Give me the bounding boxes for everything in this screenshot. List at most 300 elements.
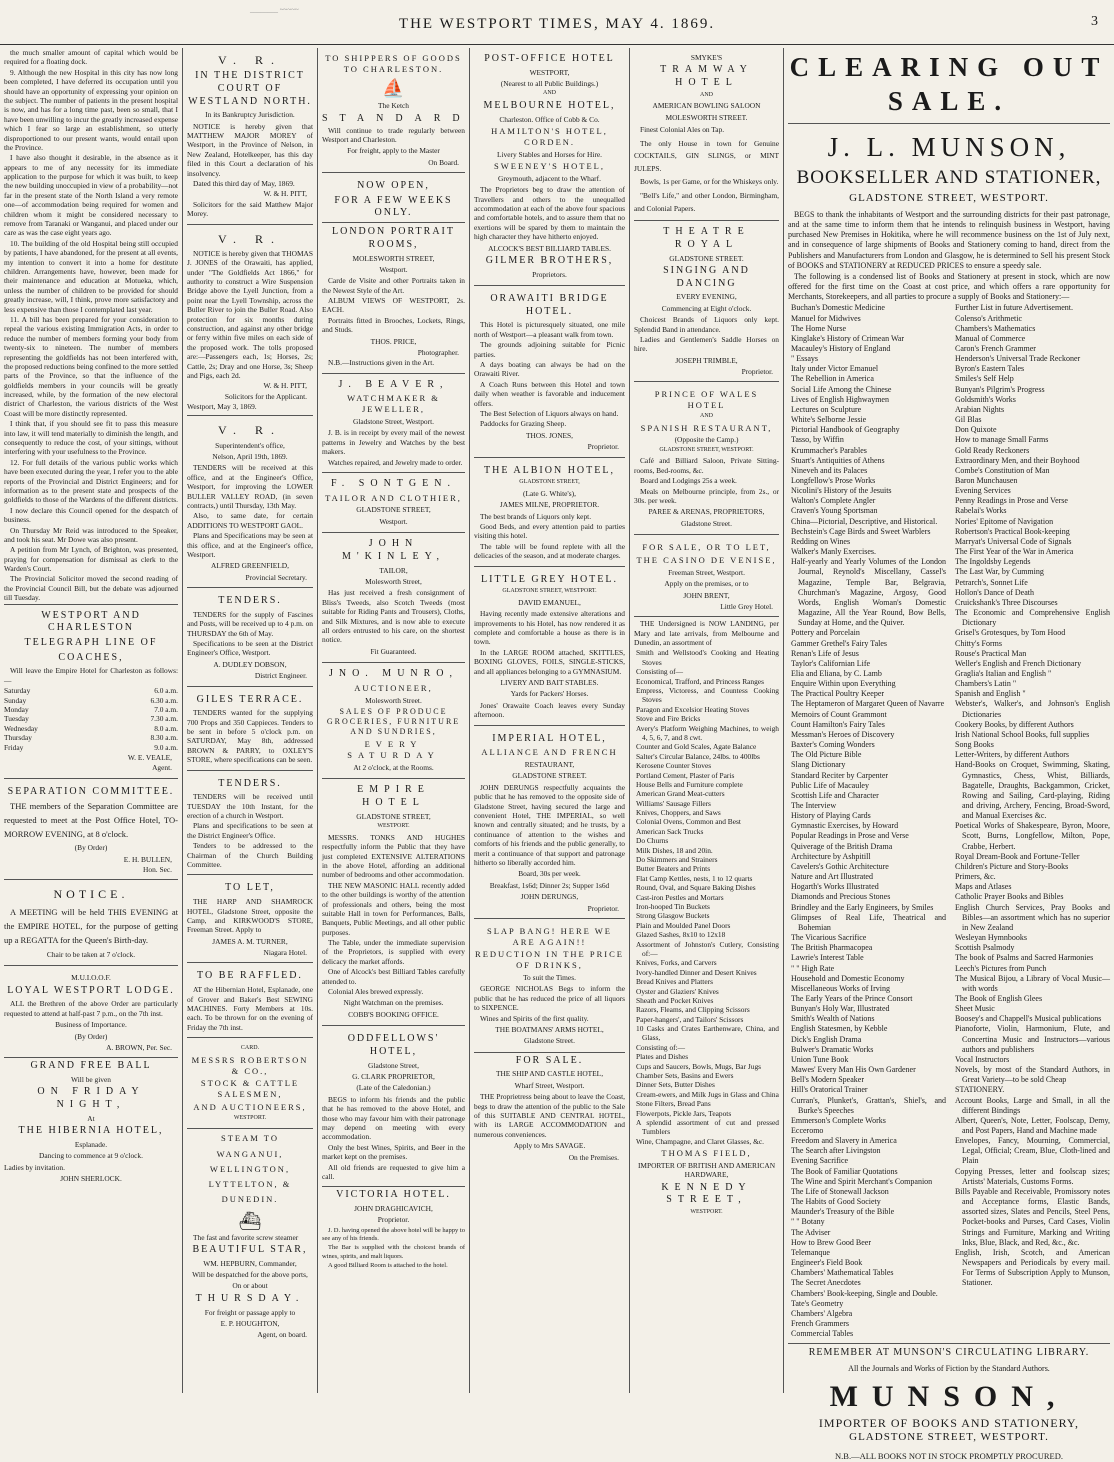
- slap-bang-addr: Gladstone Street.: [524, 1036, 575, 1046]
- book-item: Krummacher's Parables: [791, 445, 867, 455]
- mkinley-trade: TAILOR,: [379, 565, 408, 575]
- timetable-row: Sunday 6.30 a.m.: [4, 695, 178, 705]
- empire-body2: THE NEW MASONIC HALL recently added to the other buildings is worthy of the attention of professionals and others, being the most suitable Hall in town for Performances, Balls, Banquets, Public Meetings, and all other public purposes.: [322, 880, 465, 937]
- book-item: Nories' Epitome of Navigation: [955, 516, 1054, 526]
- hardware-item: Smith and Wellstood's Cooking and Heating Stoves: [636, 648, 779, 667]
- book-item: Envelopes, Fancy, Mourning, Commercial, Legal, Official; Cream, Blue, Cloth-lined and Plain: [955, 1136, 1110, 1166]
- orawaiti-body: This Hotel is picturesquely situated, one mile north of Westport—a pleasant walk from town.: [474, 320, 625, 339]
- hardware-item: Plates and Dishes: [636, 1052, 689, 1062]
- sontgen-ad: [322, 475, 465, 533]
- ball-ad: [4, 1060, 178, 1183]
- clearing-sale-headline: CLEARING OUT SALE.: [788, 50, 1110, 124]
- orawaiti-signed: THOS. JONES,: [525, 430, 574, 440]
- po-and: AND: [543, 90, 556, 97]
- shippers-ketch: The Ketch: [378, 101, 409, 111]
- hardware-item: Empress, Victoress, and Countess Cooking Stoves: [636, 686, 779, 705]
- steam-body3: For freight or passage apply to: [204, 1307, 296, 1317]
- coach-role: Agent.: [152, 763, 172, 773]
- munro-trade: AUCTIONEER,: [354, 682, 433, 693]
- card-line: STOCK & CATTLE SALESMEN,: [200, 1078, 300, 1100]
- munson-trade: BOOKSELLER AND STATIONER,: [796, 166, 1102, 188]
- munson-addr: GLADSTONE STREET, WESTPORT.: [849, 191, 1049, 204]
- speech-paragraph: On Thursday Mr Reid was introduced to the Speaker, and took his seat. Mr Dowe was also present.: [4, 525, 178, 544]
- empire-ad: [322, 781, 465, 1026]
- book-item: Smith's Wealth of Nations: [791, 1014, 875, 1024]
- shippers-title: TO SHIPPERS OF GOODS TO CHARLESTON.: [325, 53, 462, 74]
- slap-bang-body2: Wines and Spirits of the first quality.: [480, 1013, 589, 1023]
- book-item: Chambers's Mathematics: [955, 323, 1036, 333]
- book-item: Curran's, Plunket's, Grattan's, Shiel's, and Burke's Speeches: [791, 1095, 946, 1115]
- book-item: The Interview: [791, 801, 837, 810]
- book-item: Cookery Books, by different Authors: [955, 719, 1074, 729]
- coach-timetable: [4, 686, 178, 752]
- separation-role: Hon. Sec.: [143, 864, 172, 874]
- ship-castle-sale: [474, 1055, 625, 1162]
- po-near: (Nearest to all Public Buildings.): [500, 79, 599, 89]
- book-item: English Statesmen, by Kebble: [791, 1024, 888, 1034]
- hardware-item: Avery's Platform Weighing Machines, to weigh 4, 5, 6, 7, and 8 cwt.: [636, 723, 779, 742]
- hardware-item: Bread Knives and Platters: [636, 977, 713, 987]
- book-item: Weller's English and French Dictionary: [955, 658, 1082, 668]
- book-item: Cruickshank's Three Discourses: [955, 597, 1058, 607]
- timetable-row: Thursday 8.30 a.m.: [4, 733, 178, 743]
- book-item: Irish National School Books, full supplies: [955, 729, 1090, 739]
- sale-addr: Wharf Street, Westport.: [514, 1080, 585, 1090]
- hardware-item: Kerosene Counter Stoves: [636, 761, 712, 771]
- coach-subtitle: TELEGRAPH LINE OF: [24, 637, 158, 649]
- card-ad: [187, 1040, 313, 1129]
- munro-time: At 2 o'clock, at the Rooms.: [353, 763, 434, 773]
- separation-ad: [4, 781, 178, 881]
- wales-body2: Board and Lodgings 25s a week.: [640, 476, 737, 486]
- mkinley-fit: Fit Guaranteed.: [370, 646, 417, 656]
- book-item: French Grammers: [791, 1318, 849, 1328]
- book-item: The book of Psalms and Sacred Harmonies: [955, 953, 1094, 963]
- book-item: " " High Rate: [791, 963, 835, 973]
- royal-crest-icon: V. R.: [217, 231, 283, 246]
- book-item: English, Irish, Scotch, and American Newspapers and Periodicals by every mail. For Terms of Subscription Apply to Munson, Stationer.: [955, 1247, 1110, 1288]
- book-item: Chambers's Latin ": [955, 679, 1017, 689]
- po-grey: Greymouth, adjacent to the Wharf.: [498, 173, 601, 183]
- book-item: Rabelai's Works: [955, 506, 1007, 516]
- council-speech: [4, 48, 178, 603]
- book-list-left: [788, 303, 946, 1339]
- wales-body: Café and Billiard Saloon, Private Sitting-rooms, Bed-rooms, &c.: [634, 456, 779, 475]
- casino-role: Little Grey Hotel.: [720, 601, 773, 611]
- little-grey-livery: LIVERY AND BAIT STABLES.: [500, 678, 599, 687]
- munro-addr: Molesworth Street.: [365, 695, 422, 705]
- column-3: [318, 48, 470, 1393]
- empire-body3: The Table, under the immediate supervision of the Proprietors, is supplied with every delicacy the market affords.: [322, 938, 465, 966]
- separation-by: (By Order): [74, 843, 108, 853]
- albion-body2: Good Beds, and every attention paid to parties visiting this hotel.: [474, 522, 625, 541]
- smyke-and: AND: [700, 91, 713, 98]
- book-item: The First Year of the War in America: [955, 547, 1074, 557]
- little-grey-coach: Jones' Orawaite Coach leaves every Sunday afternoon.: [474, 700, 625, 720]
- portrait-body: Carde de Visite and other Portraits taken in the Newest Style of the Art.: [322, 276, 465, 295]
- book-item: Renan's Life of Jesus: [791, 648, 859, 658]
- theatre-body: Choicest Brands of Liquors only kept. Splendid Band in attendance.: [634, 315, 779, 334]
- empire-town: WESTPORT.: [377, 823, 410, 830]
- book-item: Freedom and Slavery in America: [791, 1136, 897, 1146]
- hardware-item: Sheath and Pocket Knives: [636, 995, 714, 1005]
- gaol-body3: Plans and Specifications may be seen at this office, and at the Engineer's office, Westport.: [187, 531, 313, 559]
- hardware-item: A splendid assortment of cut and pressed Tumblers: [636, 1117, 779, 1137]
- book-item: Household and Domestic Economy: [791, 973, 905, 983]
- hardware-town: WESTPORT.: [690, 1209, 723, 1216]
- journals-notice: All the Journals and Works of Fiction by the Standard Authors.: [848, 1363, 1050, 1373]
- mkinley-addr: Molesworth Street,: [365, 577, 422, 587]
- casino-apply: Apply on the premises, or to: [664, 579, 749, 589]
- book-item: Italy under Victor Emanuel: [791, 364, 879, 374]
- column-4: [470, 48, 630, 1393]
- hardware-item: Chamber Sets, Basins and Ewers: [636, 1071, 734, 1081]
- to-let-ad: [187, 877, 313, 963]
- book-item: Chambers' Mathematical Tables: [791, 1268, 894, 1278]
- po-charleston: Charleston. Office of Cobb & Co.: [499, 114, 600, 124]
- steam-signed: E. P. HOUGHTON,: [220, 1318, 280, 1328]
- smyke-body4: "Bell's Life," and other London, Birmingham, and Colonial Papers.: [634, 191, 779, 213]
- hardware-addr: KENNEDY STREET,: [661, 1181, 752, 1206]
- victoria-body: J. D. having opened the above hotel will be happy to see any of his friends.: [322, 1226, 465, 1242]
- po-signed: GILMER BROTHERS,: [485, 255, 614, 267]
- gaol-notice: [187, 418, 313, 588]
- hardware-item: Williams' Sausage Fillers: [636, 798, 711, 808]
- tenders-role: District Engineer.: [254, 671, 307, 681]
- mkinley-body: Has just received a fresh consignment of Bliss's Tweeds, also Scotch Tweeds (most suitable for Riding Pants and Trousers), Cloths, and Silk Mixtures, and is now able to execute all orders entrusted to his care, on the shortest notice.: [322, 588, 465, 645]
- card-line: WESTPORT.: [233, 1114, 267, 1121]
- gaol-signed: ALFRED GREENFIELD,: [210, 561, 289, 571]
- theatre-sub: SINGING AND DANCING: [663, 264, 750, 289]
- book-item: Buchan's Domestic Medicine: [791, 303, 885, 313]
- munson-name: J. L. MUNSON,: [827, 131, 1071, 162]
- po-stables: Livery Stables and Horses for Hire.: [496, 149, 603, 159]
- oddfellows-title: M.U.I.O.O.F.: [71, 973, 111, 983]
- book-item: Miscellaneous Works of Irving: [791, 983, 890, 993]
- casino-addr: Freeman Street, Westport.: [668, 567, 745, 577]
- casino-ad: [634, 537, 779, 617]
- column-2: [183, 48, 318, 1393]
- card-label: CARD.: [240, 1045, 260, 1052]
- prince-of-wales-ad: [634, 384, 779, 535]
- notice-footer: Chair to be taken at 7 o'clock.: [46, 949, 136, 959]
- sontgen-addr: GLADSTONE STREET,: [356, 505, 431, 515]
- book-item: The Vicarious Sacrifice: [791, 933, 867, 943]
- shippers-body: Will continue to trade regularly between Westport and Charleston.: [322, 125, 465, 144]
- book-item: Walton's Complete Angler: [791, 496, 876, 506]
- empire-coach: COBB'S BOOKING OFFICE.: [348, 1009, 439, 1019]
- shippers-role: On Board.: [428, 157, 459, 167]
- separation-signed: E. H. BULLEN,: [123, 854, 172, 864]
- sale-name: THE SHIP AND CASTLE HOTEL,: [495, 1069, 604, 1079]
- portrait-body3: Portraits fitted in Brooches, Lockets, Rings, and Studs.: [322, 315, 465, 335]
- hardware-item: Butter Beaters and Prints: [636, 864, 711, 874]
- theatre-name: THEATRE ROYAL: [663, 226, 750, 250]
- shippers-body2: For freight, apply to the Master: [347, 146, 440, 156]
- theatre-time: Commencing at Eight o'clock.: [661, 303, 752, 313]
- book-item: Chitty's Forms: [955, 638, 1003, 648]
- shippers-ad: [322, 48, 472, 173]
- orawaiti-body3: A days boating can always be had on the Orawaiti River.: [474, 360, 625, 379]
- hardware-item: Counter and Gold Scales, Agate Balance: [636, 742, 757, 752]
- church-body2: Plans and specifications to be seen at the District Engineer's Office.: [187, 821, 313, 840]
- albion-late: (Late G. White's),: [523, 488, 576, 498]
- column-5: [630, 48, 784, 1393]
- book-item: Spanish and English ": [955, 689, 1026, 699]
- hardware-item: Glazed Sashes, 8x10 to 12x18: [636, 930, 726, 940]
- book-item: Redding on Wines: [791, 536, 851, 546]
- book-item: Quiverage of the British Drama: [791, 841, 893, 851]
- wales-body3: Meals on Melbourne principle, from 2s., or 30s. per week.: [634, 486, 779, 505]
- little-grey-prop: DAVID EMANUEL,: [518, 597, 581, 607]
- wales-name: PRINCE OF WALES HOTEL: [654, 389, 759, 411]
- speech-paragraph: 12. For full details of the various public works which have been executed during the year, I refer you to the able reports of the Provincial and District Engineers; and for information as to the present state and prospects of the goldfields to those of the Wardens of the different districts.: [4, 457, 179, 505]
- coach-intro: Will leave the Empire Hotel for Charleston as follows:—: [4, 666, 178, 685]
- smyke-saloon: AMERICAN BOWLING SALOON: [652, 101, 761, 111]
- book-item: Nature and Art Illustrated: [791, 872, 873, 882]
- hardware-item: Milk Dishes, 18 and 20in.: [636, 845, 713, 855]
- po-role: Proprietors.: [532, 269, 567, 279]
- wales-and: AND: [700, 413, 713, 420]
- hardware-item: Paragon and Excelsior Heating Stoves: [636, 704, 750, 714]
- coach-signed: W. E. VEALE,: [127, 752, 172, 762]
- empire-name: EMPIRE HOTEL: [357, 784, 430, 809]
- book-item: Lives of English Highwaymen: [791, 394, 889, 404]
- tramway-hotel-ad: [634, 48, 779, 221]
- tenders-body: TENDERS for the supply of Fascines and Posts, will be received up to 4 p.m. on THURSDAY the 6th of May.: [187, 609, 313, 638]
- speech-paragraph: the much smaller amount of capital which would be required for a floating dock.: [4, 48, 178, 67]
- book-item: Tasso, by Wiffin: [791, 435, 844, 445]
- smyke-body3: Bowls, 1s per Game, or for the Whiskeys only.: [640, 177, 779, 187]
- po-town: WESTPORT,: [529, 67, 570, 77]
- hardware-item: Economical, Trafford, and Princess Ranges: [636, 676, 764, 686]
- book-item: Telemanque: [791, 1247, 830, 1257]
- imperial-name: IMPERIAL HOTEL,: [492, 732, 607, 744]
- little-grey-addr: GLADSTONE STREET, WESTPORT.: [502, 588, 597, 595]
- giles-tenders: [187, 689, 313, 771]
- book-item: Marryat's Universal Code of Signals: [955, 536, 1072, 546]
- book-item: The Adviser: [791, 1227, 831, 1237]
- steam-body: The fast and favorite screw steamer: [193, 1232, 299, 1242]
- book-item: Popular Readings in Prose and Verse: [791, 831, 909, 841]
- portrait-body2: ALBUM VIEWS OF WESTPORT, 2s. EACH.: [322, 296, 465, 315]
- hardware-item: Round, Oval, and Square Baking Dishes: [636, 883, 756, 893]
- orawaiti-body2: The grounds adjoining suitable for Picnic parties.: [474, 340, 625, 359]
- book-item: The Practical Poultry Keeper: [791, 689, 885, 699]
- sale-apply: Apply to Mrs SAVAGE.: [513, 1141, 586, 1151]
- book-item: The Rebellion in America: [791, 374, 874, 384]
- beaver-ad: [322, 376, 465, 473]
- hardware-item: Wine, Champagne, and Claret Glasses, &c.: [636, 1136, 764, 1146]
- book-item: Nicolini's History of the Jesuits: [791, 486, 892, 496]
- portrait-signed: THOS. PRICE,: [370, 336, 417, 346]
- hardware-item: Consisting of—: [636, 667, 684, 677]
- hardware-item: Salter's Circular Balance, 24lbs. to 400lbs: [636, 751, 760, 761]
- po-sweeney: SWEENEY'S HOTEL,: [494, 161, 605, 172]
- book-item: Grisel's Grotesques, by Tom Hood: [955, 628, 1066, 638]
- book-item: Account Books, Large and Small, in all the different Bindings: [955, 1095, 1110, 1115]
- book-item: English Church Services, Pray Books and Bibles—an assortment which has no superior in New Zealand: [955, 902, 1110, 932]
- slap-bang-body: GEORGE NICHOLAS Begs to inform the public that he has reduced the price of all liquors to SIXPENCE.: [474, 984, 625, 1013]
- book-item: Colenso's Arithmetic: [955, 313, 1022, 323]
- book-item: Glimpses of Real Life, Theatrical and Bohemian: [791, 912, 946, 932]
- book-item: Elia and Eliana, by C. Lamb: [791, 668, 882, 678]
- book-item: Half-yearly and Yearly Volumes of the London Journal, Reynold's Miscellany, Cassel's Magazine, Temple Bar, Belgravia, Churchman's Magazine, Argosy, Good Words, English Woman's Domestic Magazine, All the Year Round, Bow Bells, Sunday at Home, and the Quiver.: [791, 557, 946, 628]
- oddfellows-hotel-body2: Only the best Wines, Spirits, and Beer in the market kept on the premises.: [322, 1142, 465, 1162]
- albion-name: THE ALBION HOTEL,: [484, 464, 615, 476]
- book-item: Evening Sacrifice: [791, 1156, 849, 1166]
- book-item: Social Life Among the Chinese: [791, 384, 892, 394]
- smyke-name: TRAMWAY HOTEL: [660, 64, 753, 89]
- book-item: Brindley and the Early Engineers, by Smiles: [791, 902, 934, 912]
- oddfellows-signed: A. BROWN, Per. Sec.: [106, 1042, 172, 1052]
- book-item: The Wine and Spirit Merchant's Companion: [791, 1176, 933, 1186]
- speech-paragraph: A petition from Mr Lynch, of Brighton, was presented, praying for compensation for dismissal as clerk to the Warden's Court.: [4, 545, 178, 574]
- steam-body2: Will be despatched for the above ports,: [192, 1270, 308, 1280]
- royal-crest-icon: V. R.: [217, 53, 283, 67]
- steam-title: STEAM TO WANGANUI, WELLINGTON, LYTTELTON, & DUNEDIN.: [208, 1133, 292, 1205]
- book-item: The Ingoldsby Legends: [955, 557, 1031, 567]
- court-sub: In its Bankruptcy Jurisdiction.: [205, 110, 295, 120]
- hardware-item: Colonial Ovens, Common and Best: [636, 817, 741, 827]
- bridge-dated: Westport, May 3, 1869.: [187, 402, 257, 412]
- po-name: POST-OFFICE HOTEL: [484, 53, 615, 64]
- casino-title: FOR SALE, OR TO LET,: [642, 542, 771, 553]
- hardware-ad: [634, 619, 779, 1216]
- book-item: The Habits of Good Society: [791, 1197, 881, 1207]
- book-item: Chambers' Algebra: [791, 1308, 853, 1318]
- munson-intro: BEGS to thank the inhabitants of Westport and the surrounding districts for their past patronage, and at the same time to inform them that he intends to relinquish business in Westport, having purchased New Premises in Hokitika, where he will recommence business on the 1st of July next, and in consequence of large shipments of Books and Stationery coming to hand, direct from the Publishers and Manufacturers from London and Glasgow, he is determined to Sell his present Stock of BOOKS and STATIONERY at REDUCED PRICES to ensure a speedy sale.: [788, 209, 1110, 270]
- book-item: Sheet Music: [955, 1004, 995, 1014]
- sale-body: THE Proprietress being about to leave the Coast, begs to draw the attention of the public to the Sale of this SUITABLE AND CENTRAL HOTEL, with its LARGE ACCOMMODATION and numerous conveniences.: [474, 1092, 625, 1139]
- book-item: Penny Readings in Prose and Verse: [955, 496, 1068, 506]
- orawaiti-role: Proprietor.: [587, 442, 619, 452]
- oddfellows-body: ALL the Brethren of the above Order are particularly requested to attend at half-past 7 p.m., on the 7th inst.: [4, 999, 178, 1018]
- hardware-role: IMPORTER OF BRITISH AND AMERICAN HARDWARE,: [637, 1160, 776, 1180]
- albion-addr: GLADSTONE STREET,: [519, 479, 580, 486]
- steam-vessel: BEAUTIFUL STAR,: [192, 1243, 308, 1255]
- theatre-ad: [634, 223, 779, 382]
- to-let-body: THE HARP AND SHAMROCK HOTEL, Gladstone Street, opposite the Camp, and KIRKWOOD'S STORE, Freeman Street. Apply to: [187, 897, 313, 935]
- victoria-role: Proprietor.: [377, 1215, 410, 1225]
- steamer-ad: [187, 1131, 313, 1339]
- book-item: Nineveh and its Palaces: [791, 465, 868, 475]
- book-item: Chambers' Book-keeping, Single and Double.: [791, 1288, 938, 1298]
- book-item: Manuel for Midwives: [791, 313, 861, 323]
- sale-title: FOR SALE.: [515, 1054, 584, 1066]
- hardware-item: Stone Filters, Bread Pans: [636, 1099, 711, 1109]
- book-item: The British Pharmacopea: [791, 943, 873, 953]
- book-item: Memoirs of Count Grammont: [791, 709, 887, 719]
- wales-addr2: Gladstone Street.: [681, 518, 732, 528]
- book-item: Maunder's Treasury of the Bible: [791, 1207, 895, 1217]
- albion-prop: JAMES MILNE, PROPRIETOR.: [499, 500, 600, 510]
- book-item: Copying Presses, letter and foolscap sizes; Artists' Materials, Customs Forms.: [955, 1166, 1110, 1186]
- imperial-signed: JOHN DERUNGS,: [520, 892, 579, 902]
- speech-paragraph: I now declare this Council opened for the despatch of business.: [4, 505, 178, 525]
- coach-ad: [4, 604, 178, 779]
- book-item: Byron's Eastern Tales: [955, 364, 1025, 374]
- oddfellows-hotel-body: BEGS to inform his friends and the public that he has removed to the above Hotel, and those who may favour him with their patronage may depend on meeting with every accommodation.: [322, 1094, 465, 1142]
- book-item: Hogarth's Works Illustrated: [791, 882, 879, 892]
- victoria-name: VICTORIA HOTEL.: [336, 1189, 451, 1201]
- book-item: How to manage Small Farms: [955, 435, 1049, 445]
- book-item: Union Tune Book: [791, 1054, 849, 1064]
- timetable-row: Tuesday 7.30 a.m.: [4, 714, 178, 724]
- book-item: Song Books: [955, 740, 994, 750]
- victoria-ad: [322, 1189, 465, 1270]
- ball-line: ON FRIDAY NIGHT,: [37, 1086, 145, 1111]
- munro-body: SALES OF PRODUCE GROCERIES, FURNITURE AND SUNDRIES,: [326, 707, 461, 737]
- book-item: Tate's Geometry: [791, 1298, 844, 1308]
- po-melbourne: MELBOURNE HOTEL,: [483, 100, 616, 112]
- book-item: Leech's Pictures from Punch: [955, 963, 1047, 973]
- portrait-weeks: FOR A FEW WEEKS ONLY.: [334, 194, 453, 219]
- notice-body: A MEETING will be held THIS EVENING at the EMPIRE HOTEL, for the purpose of getting up a REGATTA for the Queen's Birth-day.: [4, 906, 178, 946]
- hardware-item: Knives, Forks, and Carvers: [636, 958, 717, 968]
- gaol-body: TENDERS will be received at this office, and at the Engineer's Office, Westport, for improving the LOWER BULLER VALLEY ROAD, (in seven contracts,) until Thursday, 13th May.: [187, 463, 313, 511]
- book-item: Emmerson's Complete Works: [791, 1115, 886, 1125]
- book-item: Public Life of Macauley: [791, 780, 869, 790]
- book-item: Don Quixote: [955, 425, 997, 435]
- book-item: Bechstein's Cage Birds and Sweet Warblers: [791, 526, 931, 536]
- mkinley-name: JOHN M'KINLEY,: [341, 538, 446, 562]
- book-item: Robertson's Practical Book-keeping: [955, 526, 1070, 536]
- book-item: Vocal Instructors: [955, 1054, 1010, 1064]
- steam-role: Agent, on board.: [257, 1330, 307, 1340]
- sontgen-town: Westport.: [379, 516, 408, 526]
- book-item: Lectures on Sculpture: [791, 404, 862, 414]
- book-item: Enquire Within upon Everything: [791, 679, 896, 689]
- ball-line: THE HIBERNIA HOTEL,: [18, 1125, 164, 1137]
- book-item: Royal Dream-Book and Fortune-Teller: [955, 851, 1080, 861]
- imperial-addr: GLADSTONE STREET.: [512, 771, 587, 781]
- hardware-item: Strong Glasgow Buckets: [636, 911, 710, 921]
- book-item: Count Hamilton's Fairy Tales: [791, 719, 885, 729]
- speech-paragraph: 9. Although the new Hospital in this city has now long been completed, I have deferred its occupation until you should have an opportunity of expressing your opinion on the subject. The number of patients in the present hospital is now, and has for a long time past, been so small, that I have been unwilling to incur the greatly increased expense which I fear so large an establishment, so utterly disproportioned to our present wants, would entail upon the Province.: [4, 67, 178, 152]
- imperial-sub: ALLIANCE AND FRENCH: [481, 747, 618, 758]
- book-item: Messman's Heroes of Discovery: [791, 729, 895, 739]
- theatre-addr: GLADSTONE STREET.: [669, 253, 744, 263]
- book-item: Craven's Young Sportsman: [791, 506, 878, 516]
- oddfellows-hotel-ad: [322, 1028, 465, 1187]
- portrait-title: LONDON PORTRAIT ROOMS,: [322, 222, 465, 251]
- book-item: The Early Years of the Prince Consort: [791, 993, 913, 1003]
- book-item: Graglia's Italian and English ": [955, 668, 1052, 678]
- book-item: Extraordinary Men, and their Boyhood: [955, 455, 1080, 465]
- book-item: Petrarch's, Sonnet Life: [955, 577, 1028, 587]
- orawaiti-name: ORAWAITI BRIDGE HOTEL.: [490, 293, 609, 317]
- mkinley-ad: [322, 535, 465, 663]
- church-body: TENDERS will be received until TUESDAY the 10th Instant, for the erection of a church in Westport.: [187, 792, 313, 821]
- to-let-signed: JAMES A. M. TURNER,: [212, 936, 288, 946]
- book-item: Bills Payable and Receivable, Promissory notes and Acceptance forms, Elastic Bands, assorted sizes, Slates and Pencils, Steel Pens, Pocket-books and Purses, Card Cases, Violin Strings and Furniture, Marking and Writing Inks, Blue, Black, and Red, &c., &c.: [955, 1186, 1110, 1247]
- casino-name: THE CASINO DE VENISE,: [636, 554, 777, 565]
- hardware-item: Razors, Fleams, and Clipping Scissors: [636, 1005, 750, 1015]
- timetable-row: Saturday 6.0 a.m.: [4, 686, 178, 696]
- book-item: China—Pictorial, Descriptive, and Historical.: [791, 516, 938, 526]
- munson-intro2: The following is a condensed list of Books and Stationery at present in stock, which are now offered for the first time on the Coast at cost price, and which offers a rare opportunity for Merchants, Storekeepers, and all parties to procure a supply of Books and Stationery:—: [788, 271, 1110, 302]
- orawaiti-body4: A Coach Runs between this Hotel and town daily when weather is favorable and inducement offers.: [474, 379, 625, 408]
- albion-body: The best brands of Liquors only kept.: [480, 511, 592, 521]
- church-body3: Tenders to be addressed to the Chairman of the Church Building Committee.: [187, 841, 313, 870]
- book-item: Pottery and Porcelain: [791, 628, 860, 638]
- book-item: The Secret Anecdotes: [791, 1278, 861, 1288]
- hardware-item: Assortment of Johnston's Cutlery, Consisting of:—: [636, 939, 779, 958]
- hardware-item: Stove and Fire Bricks: [636, 714, 701, 724]
- book-item: Lawrie's Interest Table: [791, 953, 864, 963]
- book-item: Macauley's History of England: [791, 343, 891, 353]
